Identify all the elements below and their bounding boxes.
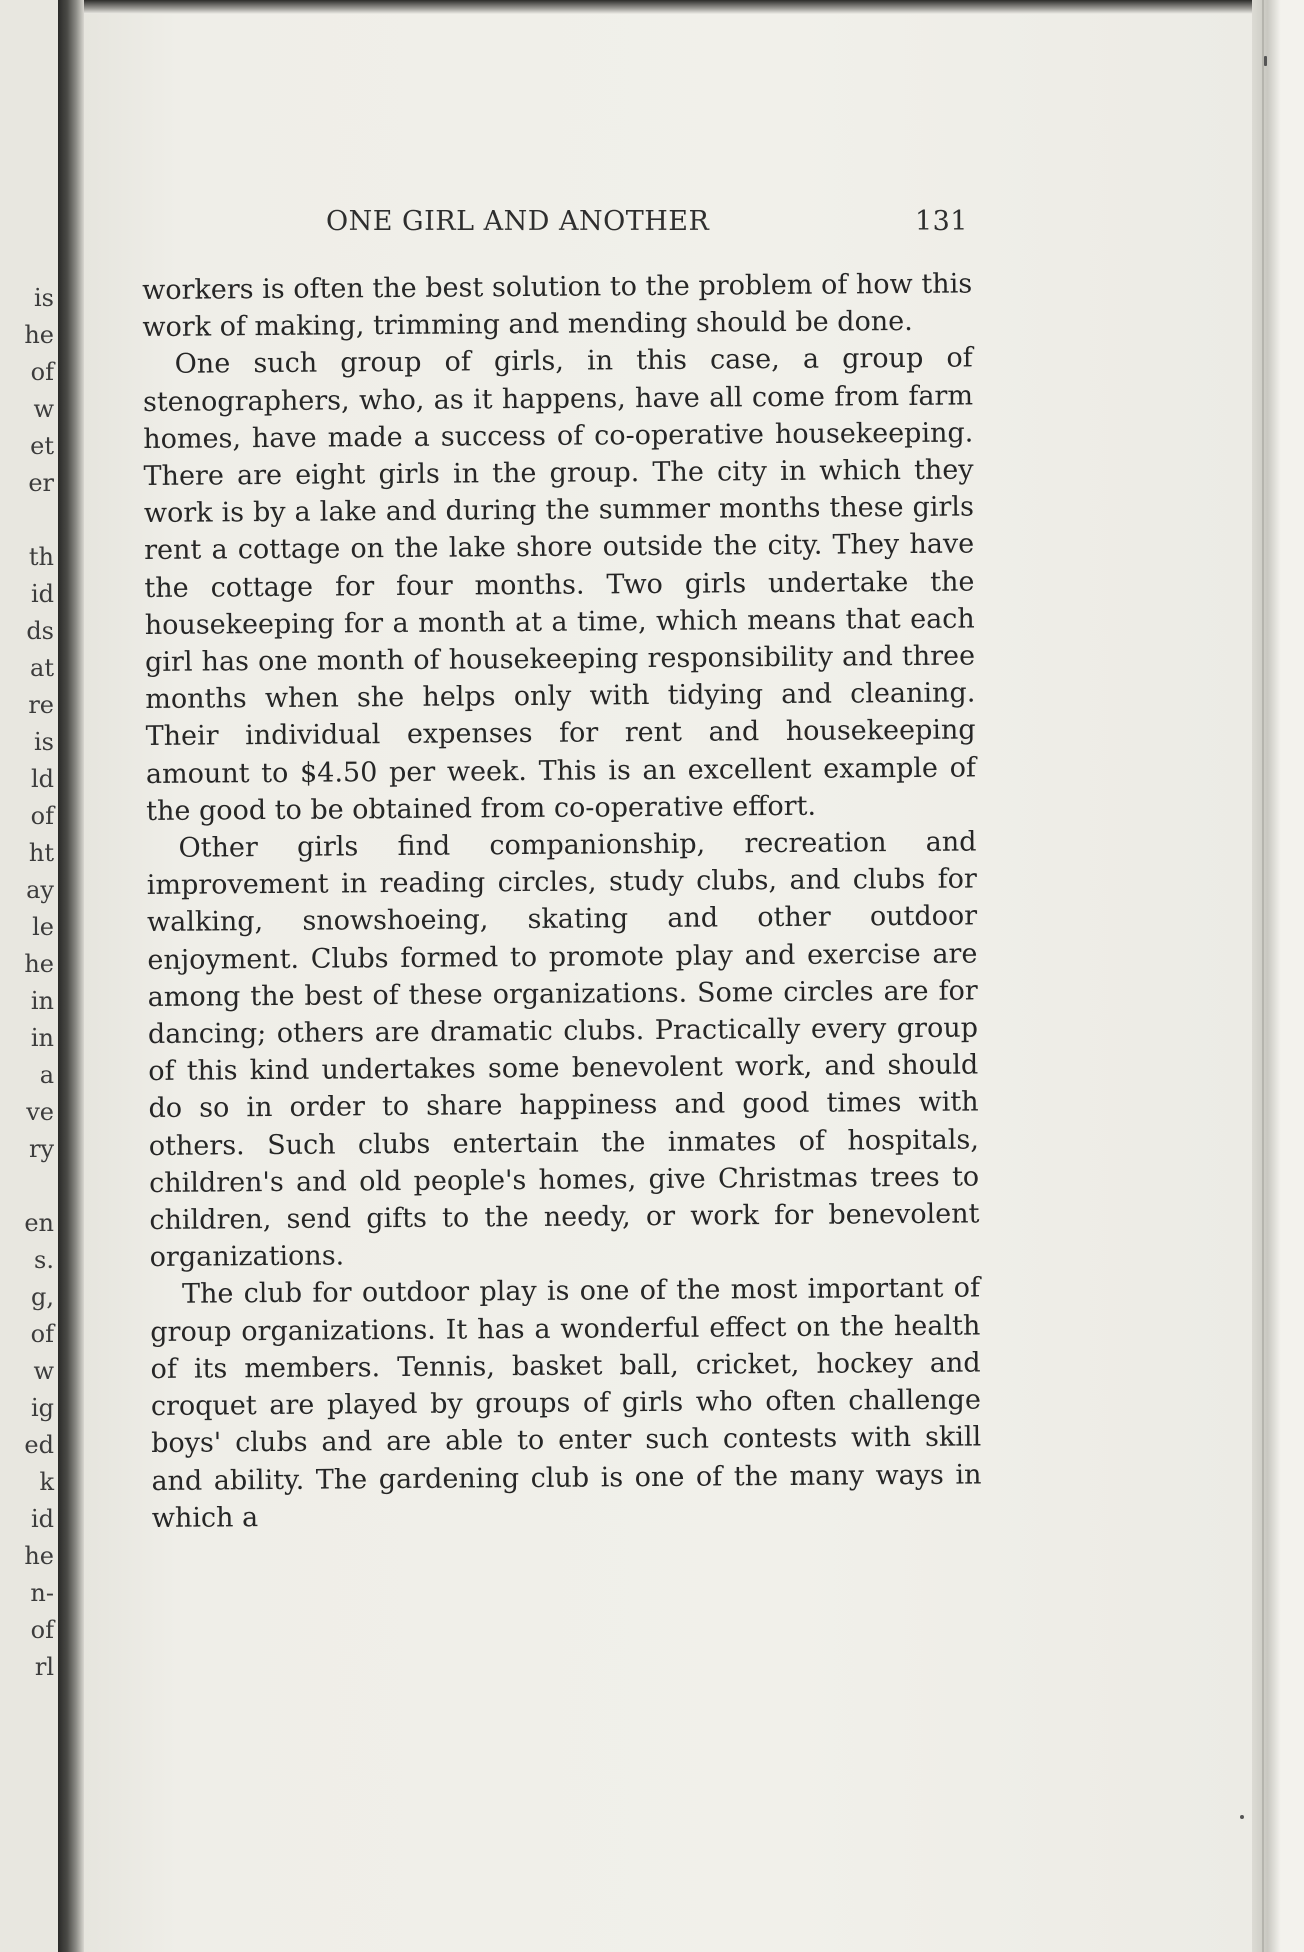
paragraph: workers is often the best solution to the problem of how this work of making, trimming and mending should be done. [142, 268, 973, 344]
page-top-edge [84, 0, 1252, 14]
previous-page-fragment: is [34, 728, 54, 756]
previous-page-fragment: en [24, 1209, 54, 1237]
previous-page-fragment: at [30, 654, 54, 682]
paragraph: The club for outdoor play is one of the most important of group organizations. It has a wonderful effect on the health of its members. Tennis, basket ball, cricket, hockey and croquet are played by groups of girls who often challenge boys' clubs and are able to enter such contests with skill and ability. The gardening club is one of the many ways in which a [150, 1272, 982, 1534]
page-right-edge [1252, 0, 1304, 1952]
previous-page-fragment: he [24, 1542, 54, 1570]
previous-page-fragment: he [24, 950, 54, 978]
paper-speck [1240, 1815, 1244, 1819]
previous-page-fragment: n- [30, 1579, 54, 1607]
previous-page-fragment: in [30, 1024, 54, 1052]
page-edge-line [1262, 0, 1264, 1952]
previous-page-fragments [0, 0, 58, 1952]
previous-page-fragment: ed [24, 1431, 54, 1459]
previous-page-fragment: ay [26, 876, 54, 904]
previous-page-fragment: ry [28, 1135, 54, 1163]
previous-page-fragment: ld [30, 765, 54, 793]
previous-page-fragment: of [30, 358, 54, 386]
previous-page-fragment: k [39, 1468, 54, 1496]
running-head [320, 206, 970, 246]
page-number: 131 [914, 206, 968, 237]
previous-page-fragment: of [30, 1320, 54, 1348]
book-gutter [58, 0, 84, 1952]
previous-page-fragment: et [30, 432, 54, 460]
previous-page-fragment: is [34, 284, 54, 312]
previous-page-fragment: ht [28, 839, 54, 867]
previous-page-fragment: ig [30, 1394, 54, 1422]
previous-page-fragment: of [30, 1616, 54, 1644]
previous-page-fragment: w [33, 395, 54, 423]
previous-page-fragment: id [30, 1505, 54, 1533]
previous-page-fragment: of [30, 802, 54, 830]
previous-page-fragment: th [28, 543, 54, 571]
previous-page-fragment: id [30, 580, 54, 608]
previous-page-fragment: g, [31, 1283, 54, 1311]
previous-page-fragment: er [28, 469, 54, 497]
previous-page-fragment: ve [26, 1098, 54, 1126]
previous-page-fragment: ds [26, 617, 54, 645]
paper-speck [1264, 56, 1267, 66]
previous-page-fragment: s. [34, 1246, 54, 1274]
previous-page-fragment: he [24, 321, 54, 349]
paragraph: Other girls find companionship, recreation and improvement in reading circles, study clubs, and clubs for walking, snowshoeing, skating and other outdoor enjoyment. Clubs formed to promote play and exercise are among the best of these organizations. Some circles are for dancing; others are dramatic clubs. Practically every group of this kind undertakes some benevolent work, and should do so in order to share happiness and good times with others. Such clubs entertain the inmates of hospitals, children's and old people's homes, give Christmas trees to children, send gifts to the needy, or work for benevolent organizations. [146, 826, 980, 1274]
previous-page-fragment: re [28, 691, 54, 719]
body-text [142, 265, 982, 1536]
paragraph: One such group of girls, in this case, a group of stenographers, who, as it happens, have all come from farm homes, have made a success of co-operative housekeeping. There are eight girls in the group. The city in which they work is by a lake and during the summer months these girls rent a cottage on the lake shore outside the city. They have the cottage for four months. Two girls undertake the housekeeping for a month at a time, which means that each girl has one month of housekeeping responsibility and three months when she helps only with tidying and cleaning. Their individual expenses for rent and housekeeping amount to $4.50 per week. This is an excellent example of the good to be obtained from co-operative effort. [142, 342, 977, 827]
previous-page-fragment: w [33, 1357, 54, 1385]
previous-page-fragment: a [39, 1061, 54, 1089]
running-title: ONE GIRL AND ANOTHER [326, 206, 710, 237]
previous-page-fragment: in [30, 987, 54, 1015]
previous-page-fragment: le [32, 913, 54, 941]
previous-page-fragment: rl [34, 1653, 54, 1681]
